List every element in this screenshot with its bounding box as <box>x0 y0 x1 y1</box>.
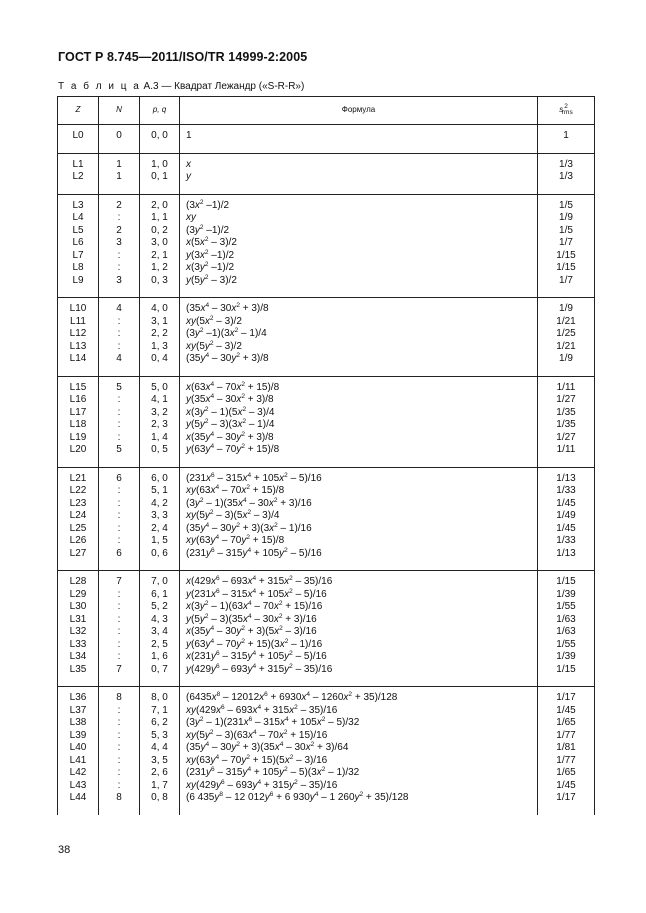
cell-pq-line: 4, 1 <box>151 394 168 405</box>
cell-n-line: 0 <box>116 130 122 141</box>
cell-z <box>58 125 99 154</box>
cell-z-line: L30 <box>69 601 87 612</box>
cell-pq-line: 0, 8 <box>151 792 168 803</box>
cell-formula-line: $x(35y^4 - 30y^2 + 3)(5x^2 - 3)/16$ <box>186 625 317 637</box>
cell-formula-line: $xy(5x^2 - 3)/2$ <box>186 314 242 327</box>
cell-pq-line: 1, 3 <box>151 340 168 352</box>
cell-pq-line: 7, 1 <box>151 704 168 716</box>
cell-pq-line: 6, 0 <box>151 472 168 484</box>
cell-pq-line: 1, 1 <box>151 212 168 223</box>
cell-pq <box>140 298 180 377</box>
cell-pq-line: 8, 0 <box>151 692 168 703</box>
cell-n-line: : <box>117 394 121 405</box>
cell-pq-line: 4, 3 <box>151 613 168 625</box>
cell-srms-line: 1/65 <box>556 767 576 778</box>
cell-formula <box>180 571 538 687</box>
cell-srms-line: 1/13 <box>556 547 576 559</box>
cell-srms-line: 1/39 <box>556 651 576 662</box>
cell-n-line: : <box>117 742 121 753</box>
cell-srms-line: 1/9 <box>559 353 573 364</box>
cell-pq-line: 0, 1 <box>151 171 168 182</box>
cell-n <box>99 376 140 467</box>
cell-srms <box>538 153 595 194</box>
cell-srms-line: 1/77 <box>556 754 576 766</box>
cell-z-line: L29 <box>69 588 87 600</box>
cell-srms-line: 1/55 <box>556 601 576 612</box>
cell-n-line: : <box>117 328 121 339</box>
cell-z-line: L3 <box>72 199 84 211</box>
cell-n-line: : <box>117 626 121 637</box>
cell-pq-line: 2, 3 <box>151 419 168 430</box>
cell-n-line: 3 <box>116 274 122 286</box>
cell-n-line: : <box>117 588 121 600</box>
cell-formula-line: $y(5y^2 - 3)(3x^2 - 1)/4$ <box>186 418 275 430</box>
cell-z <box>58 153 99 194</box>
cell-n-line: : <box>117 613 121 625</box>
cell-srms-line: 1/7 <box>559 237 573 248</box>
cell-srms-line: 1/5 <box>559 224 573 236</box>
cell-srms-line: 1/27 <box>556 394 576 405</box>
cell-srms-line: 1/39 <box>556 588 576 600</box>
cell-n <box>99 571 140 687</box>
cell-srms-line: 1/7 <box>559 274 573 286</box>
cell-n-line: 5 <box>116 381 122 393</box>
cell-formula-line: $x(5x^2 - 3)/2$ <box>186 236 237 248</box>
cell-formula-line: $(6435x^8 - 12012x^6 + 6930x^4 - 1260x^2 + 35)/128$ <box>186 691 398 703</box>
cell-pq-line: 0, 0 <box>151 130 168 141</box>
cell-z-line: L43 <box>69 779 87 791</box>
cell-z-line: L32 <box>69 626 87 637</box>
cell-n-line: 1 <box>116 171 122 182</box>
cell-srms-line: 1/15 <box>556 576 576 587</box>
cell-z-line: L25 <box>69 522 87 534</box>
column-header-pq: p, q <box>140 97 180 125</box>
cell-srms-line: 1/49 <box>556 510 576 521</box>
cell-pq-line: 2, 1 <box>151 249 168 261</box>
legendre-table <box>57 96 595 815</box>
cell-formula-line: $xy(5y^2 - 3)/2$ <box>186 339 242 352</box>
cell-z-line: L35 <box>69 663 87 675</box>
cell-n-line: : <box>117 601 121 612</box>
cell-pq-line: 3, 3 <box>151 510 168 521</box>
cell-z-line: L10 <box>69 303 87 314</box>
cell-n-line: : <box>117 340 121 352</box>
cell-n-line: 8 <box>116 692 122 703</box>
cell-pq-line: 1, 0 <box>151 158 168 170</box>
cell-srms-line: 1/5 <box>559 199 573 211</box>
cell-n-line: : <box>117 717 121 728</box>
cell-srms-line: 1/21 <box>556 315 576 327</box>
cell-pq-line: 1, 5 <box>151 535 168 546</box>
cell-srms-line: 1/3 <box>559 158 573 170</box>
cell-n-line: : <box>117 419 121 430</box>
cell-z-line: L40 <box>69 742 87 753</box>
cell-srms-line: 1/15 <box>556 262 576 273</box>
column-header-n: N <box>99 97 140 125</box>
cell-z-line: L34 <box>69 651 87 662</box>
cell-formula-line: $(35y^4 - 30y^2 + 3)/8$ <box>186 352 269 364</box>
table-row-group <box>58 571 595 687</box>
cell-n-line: : <box>117 510 121 521</box>
cell-n-line: 1 <box>116 158 122 170</box>
cell-z-line: L4 <box>72 212 84 223</box>
cell-srms-line: 1/63 <box>556 626 576 637</box>
cell-z-line: L21 <box>69 472 87 484</box>
cell-formula-line: x <box>186 158 191 170</box>
cell-formula-line: $(35x^4 - 30x^2 + 3)/8$ <box>186 302 269 314</box>
cell-formula-line: $y(63y^4 - 70y^2 + 15)(3x^2 - 1)/16$ <box>186 637 323 650</box>
cell-formula-line: ($3y^2$ –1)/2 <box>186 223 230 236</box>
cell-pq-line: 3, 0 <box>151 237 168 248</box>
cell-z-line: L22 <box>69 485 87 496</box>
cell-srms-line: 1/9 <box>559 303 573 314</box>
cell-pq <box>140 467 180 571</box>
cell-formula <box>180 194 538 298</box>
cell-z-line: L12 <box>69 328 87 339</box>
cell-z-line: L36 <box>69 692 87 703</box>
cell-formula-line: $(3y^2 - 1)(231x^6 - 315x^4 + 105x^2 - 5)/32$ <box>186 716 360 728</box>
cell-z-line: L14 <box>69 353 87 364</box>
cell-n-line: : <box>117 638 121 650</box>
cell-z-line: L1 <box>72 158 84 170</box>
table-body <box>58 125 595 815</box>
cell-z-line: L24 <box>69 510 87 521</box>
cell-srms-line: 1/45 <box>556 779 576 791</box>
table-row-group <box>58 298 595 377</box>
cell-formula-line: $(231x^6 - 315x^4 + 105x^2 - 5)/16$ <box>186 471 322 484</box>
cell-formula <box>180 298 538 377</box>
cell-srms-line: 1/63 <box>556 613 576 625</box>
cell-srms-line: 1/35 <box>556 419 576 430</box>
cell-n-line: : <box>117 767 121 778</box>
cell-n-line: : <box>117 212 121 223</box>
cell-srms-line: 1/81 <box>556 742 576 753</box>
cell-pq-line: 1, 6 <box>151 651 168 662</box>
page-number: 38 <box>58 844 71 856</box>
cell-pq-line: 4, 0 <box>151 303 168 314</box>
cell-srms-line: 1/55 <box>556 638 576 650</box>
cell-formula-line: $xy(5y^2 - 3)(5x^2 - 3)/4$ <box>186 509 280 521</box>
cell-z-line: L38 <box>69 717 87 728</box>
cell-formula-line: $y(5y^2 - 3)/2$ <box>186 273 237 286</box>
cell-srms <box>538 125 595 154</box>
cell-n-line: : <box>117 779 121 791</box>
table-caption-label: Т а б л и ц а <box>58 81 141 92</box>
cell-n-line: : <box>117 497 121 509</box>
cell-z-line: L8 <box>72 262 84 273</box>
cell-formula <box>180 376 538 467</box>
cell-z <box>58 467 99 571</box>
cell-formula-line: xy <box>186 212 196 223</box>
cell-z <box>58 376 99 467</box>
cell-z-line: L33 <box>69 638 87 650</box>
cell-formula-line: y <box>186 171 191 182</box>
cell-formula-line: $xy(429y^6 - 693y^4 + 315y^2 - 35)/16$ <box>186 778 338 791</box>
cell-z-line: L9 <box>72 274 84 286</box>
cell-formula-line: $x(231y^6 - 315y^4 + 105y^2 - 5)/16$ <box>186 650 327 662</box>
cell-pq-line: 3, 2 <box>151 406 168 418</box>
cell-n-line: : <box>117 522 121 534</box>
cell-srms-line: 1/77 <box>556 729 576 741</box>
cell-z-line: L26 <box>69 535 87 546</box>
cell-n <box>99 467 140 571</box>
cell-formula-line: $y(429y^6 - 693y^4 + 315y^2 - 35)/16$ <box>186 662 333 675</box>
cell-n-line: : <box>117 704 121 716</box>
cell-n-line: 4 <box>116 303 122 314</box>
cell-srms-line: 1/35 <box>556 406 576 418</box>
cell-z-line: L27 <box>69 547 87 559</box>
cell-pq-line: 1, 7 <box>151 779 168 791</box>
cell-formula-line: $y(35x^4 - 30x^2 + 3)/8$ <box>186 393 274 405</box>
cell-formula-line: $x(3y^2 - 1)(5x^2 - 3)/4$ <box>186 405 275 418</box>
cell-srms-line: 1/11 <box>556 444 576 455</box>
cell-srms-line: 1/27 <box>556 431 576 443</box>
cell-pq-line: 3, 5 <box>151 754 168 766</box>
table-caption <box>58 81 304 92</box>
cell-srms <box>538 376 595 467</box>
cell-n-line: : <box>117 535 121 546</box>
cell-formula-line: $xy(63x^4 - 70x^2 + 15)/8$ <box>186 484 285 496</box>
cell-pq <box>140 125 180 154</box>
cell-srms <box>538 194 595 298</box>
cell-srms-line: 1/15 <box>556 249 576 261</box>
cell-pq <box>140 153 180 194</box>
cell-formula-line: $(35y^4 - 30y^2 + 3)(3x^2 - 1)/16$ <box>186 521 312 534</box>
cell-srms-line: 1/17 <box>556 792 576 803</box>
cell-srms-line: 1/15 <box>556 663 576 675</box>
cell-n-line: 7 <box>116 576 122 587</box>
cell-pq <box>140 687 180 815</box>
cell-z-line: L11 <box>70 315 86 327</box>
cell-n-line: 7 <box>116 663 122 675</box>
cell-z-line: L17 <box>69 406 87 418</box>
cell-srms-line: 1/33 <box>556 485 576 496</box>
cell-srms-line: 1 <box>563 130 569 141</box>
cell-z-line: L16 <box>69 394 87 405</box>
cell-srms-line: 1/9 <box>559 212 573 223</box>
cell-formula-line: $y(231x^6 - 315x^4 + 105x^2 - 5)/16$ <box>186 587 327 600</box>
column-header-srms: $s^2_{rms}$ <box>538 97 595 125</box>
cell-n-line: : <box>117 651 121 662</box>
cell-srms-line: 1/33 <box>556 535 576 546</box>
cell-pq-line: 0, 3 <box>151 274 168 286</box>
cell-pq-line: 0, 4 <box>151 353 168 364</box>
cell-n-line: : <box>117 262 121 273</box>
cell-pq-line: 5, 0 <box>151 381 168 393</box>
cell-formula-line: $xy(5y^2 - 3)(63x^4 - 70x^2 + 15)/16$ <box>186 728 328 741</box>
cell-pq-line: 2, 5 <box>151 638 168 650</box>
cell-srms-line: 1/25 <box>556 328 576 339</box>
cell-z <box>58 298 99 377</box>
cell-n <box>99 298 140 377</box>
cell-z-line: L18 <box>69 419 87 430</box>
cell-formula-line: $xy(63y^4 - 70y^2 + 15)/8$ <box>186 534 285 546</box>
cell-pq-line: 7, 0 <box>151 576 168 587</box>
cell-pq-line: 6, 2 <box>151 717 168 728</box>
cell-n-line: : <box>117 315 121 327</box>
cell-formula-line: $(231y^6 - 315y^4 + 105y^2 - 5)(3x^2 - 1)/32$ <box>186 766 360 778</box>
cell-pq-line: 3, 4 <box>151 626 168 637</box>
cell-formula <box>180 125 538 154</box>
cell-n-line: 5 <box>116 444 122 455</box>
cell-pq <box>140 571 180 687</box>
cell-n-line: 3 <box>116 237 122 248</box>
cell-z-line: L20 <box>69 444 87 455</box>
cell-n-line: : <box>117 249 121 261</box>
cell-formula-line: $(35y^4 - 30y^2 + 3)(35x^4 - 30x^2 + 3)/64$ <box>186 741 349 753</box>
cell-pq-line: 0, 7 <box>151 663 168 675</box>
table-row-group <box>58 125 595 154</box>
cell-n-line: 6 <box>116 547 122 559</box>
cell-z <box>58 194 99 298</box>
cell-srms-line: 1/45 <box>556 704 576 716</box>
cell-z-line: L42 <box>69 767 87 778</box>
cell-formula-line: $x(3y^2$ –1)/2 <box>186 261 235 273</box>
cell-pq <box>140 376 180 467</box>
cell-srms-line: 1/21 <box>556 340 576 352</box>
cell-pq-line: 5, 2 <box>151 601 168 612</box>
cell-pq-line: 4, 4 <box>151 742 168 753</box>
cell-z-line: L7 <box>72 249 84 261</box>
table-row-group <box>58 687 595 815</box>
cell-formula <box>180 467 538 571</box>
cell-formula-line: $x(35y^4 - 30y^2 + 3)/8$ <box>186 430 274 443</box>
cell-srms <box>538 571 595 687</box>
cell-srms-line: 1/17 <box>556 692 576 703</box>
cell-n-line: : <box>117 485 121 496</box>
cell-formula <box>180 153 538 194</box>
cell-z-line: L13 <box>69 340 87 352</box>
cell-z-line: L23 <box>69 497 87 509</box>
cell-formula-line: $x(429x^6 - 693x^4 + 315x^2 - 35)/16$ <box>186 575 333 587</box>
cell-z-line: L0 <box>72 130 84 141</box>
cell-z-line: L41 <box>69 754 87 766</box>
cell-n-line: 6 <box>116 472 122 484</box>
cell-z-line: L31 <box>69 613 87 625</box>
cell-pq-line: 2, 2 <box>151 328 168 339</box>
cell-pq-line: 2, 4 <box>151 522 168 534</box>
cell-n <box>99 687 140 815</box>
cell-z <box>58 571 99 687</box>
cell-z-line: L6 <box>72 237 84 248</box>
cell-n-line: : <box>117 406 121 418</box>
cell-n-line: 8 <box>116 792 122 803</box>
cell-formula-line: (6 $435y^8 - 12$ $012y^6 + 6$ $930y^4 - 1$ $260y^2 + 35)/128$ <box>186 791 409 803</box>
cell-n-line: 4 <box>116 353 122 364</box>
cell-pq-line: 1, 4 <box>151 431 168 443</box>
cell-formula-line: $y(5y^2 - 3)(35x^4 - 30x^2 + 3)/16$ <box>186 612 317 625</box>
cell-pq-line: 5, 3 <box>151 729 168 741</box>
cell-formula-line: 1 <box>186 130 192 141</box>
cell-pq-line: 3, 1 <box>151 315 168 327</box>
cell-z-line: L2 <box>72 171 84 182</box>
cell-formula-line: $xy(63y^4 - 70y^2 + 15)(5x^2 - 3)/16$ <box>186 753 328 766</box>
cell-srms-line: 1/3 <box>559 171 573 182</box>
cell-formula <box>180 687 538 815</box>
column-header-formula: Формула <box>180 97 538 125</box>
cell-srms <box>538 298 595 377</box>
cell-srms-line: 1/45 <box>556 497 576 509</box>
table-row-group <box>58 376 595 467</box>
cell-formula-line: ($3y^2$ $-1)(3x^2 - 1)/4$ <box>186 327 267 339</box>
cell-srms <box>538 687 595 815</box>
cell-formula-line: ($3x^2$ –1)/2 <box>186 198 230 211</box>
cell-z-line: L15 <box>69 381 87 393</box>
cell-srms-line: 1/65 <box>556 717 576 728</box>
table-header-row <box>58 97 595 125</box>
cell-pq-line: 6, 1 <box>151 588 168 600</box>
table-row-group <box>58 467 595 571</box>
cell-z-line: L5 <box>72 224 84 236</box>
cell-n <box>99 153 140 194</box>
cell-z-line: L39 <box>69 729 87 741</box>
cell-n-line: 2 <box>116 199 122 211</box>
cell-formula-line: $y(63y^4 - 70y^2 + 15)/8$ <box>186 443 280 455</box>
cell-pq-line: 4, 2 <box>151 497 168 509</box>
cell-n-line: : <box>117 754 121 766</box>
cell-pq-line: 1, 2 <box>151 262 168 273</box>
cell-pq-line: 0, 5 <box>151 444 168 455</box>
document-header: ГОСТ Р 8.745—2011/ISO/TR 14999-2:2005 <box>58 50 308 64</box>
cell-formula-line: $y(3x^2$ –1)/2 <box>186 248 235 261</box>
cell-formula-line: $(3y^2 - 1)(35x^4 - 30x^2 + 3)/16$ <box>186 496 312 509</box>
cell-z-line: L44 <box>69 792 87 803</box>
cell-srms <box>538 467 595 571</box>
cell-pq-line: 5, 1 <box>151 485 168 496</box>
cell-pq-line: 2, 6 <box>151 767 168 778</box>
cell-n-line: : <box>117 431 121 443</box>
cell-n-line: 2 <box>116 224 122 236</box>
cell-formula-line: $x(3y^2 - 1)(63x^4 - 70x^2 + 15)/16$ <box>186 600 323 612</box>
table-row-group <box>58 153 595 194</box>
cell-z-line: L28 <box>69 576 87 587</box>
cell-pq-line: 0, 6 <box>151 547 168 559</box>
cell-formula-line: $xy(429x^6 - 693x^4 + 315x^2 - 35)/16$ <box>186 703 338 716</box>
cell-srms-line: 1/11 <box>556 381 576 393</box>
table-caption-title: А.3 — Квадрат Лежандр («S-R-R») <box>140 81 305 92</box>
column-header-z: Z <box>58 97 99 125</box>
cell-n <box>99 194 140 298</box>
cell-z <box>58 687 99 815</box>
cell-formula-line: $x(63x^4 - 70x^2 + 15)/8$ <box>186 380 280 393</box>
table-row-group <box>58 194 595 298</box>
cell-n-line: : <box>117 729 121 741</box>
cell-pq-line: 0, 2 <box>151 224 168 236</box>
cell-pq <box>140 194 180 298</box>
cell-srms-line: 1/45 <box>556 522 576 534</box>
cell-pq-line: 2, 0 <box>151 199 168 211</box>
cell-srms-line: 1/13 <box>556 472 576 484</box>
cell-formula-line: $(231y^6 - 315y^4 + 105y^2 - 5)/16$ <box>186 546 322 559</box>
cell-z-line: L37 <box>69 704 87 716</box>
cell-n <box>99 125 140 154</box>
cell-z-line: L19 <box>69 431 87 443</box>
